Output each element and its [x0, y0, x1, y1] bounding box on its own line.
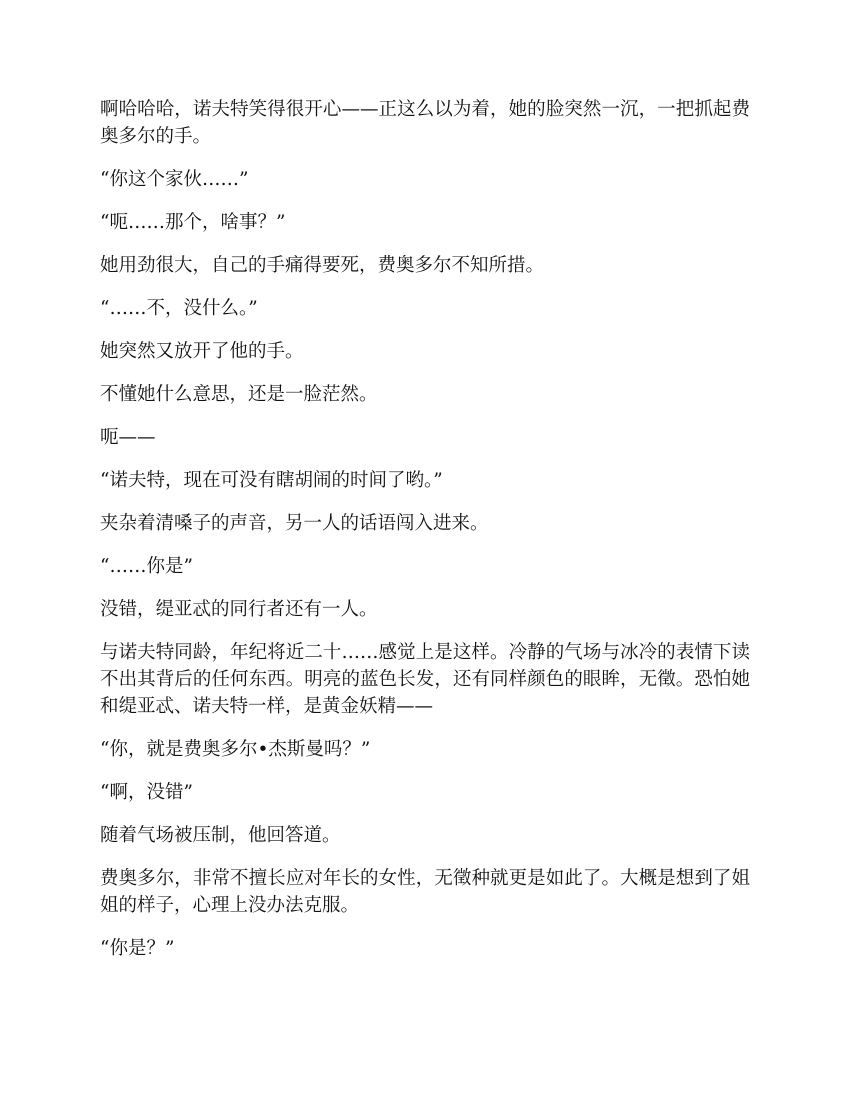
paragraph: “啊，没错” — [100, 782, 193, 803]
paragraph: 与诺夫特同龄，年纪将近二十……感觉上是这样。冷静的气场与冰冷的表情下读不出其背后的任何东西。明亮的蓝色长发，还有同样颜色的眼眸，无徵。恐怕她和缇亚忒、诺夫特一样，是黄金妖精—— — [100, 642, 750, 717]
paragraph: 夹杂着清嗓子的声音，另一人的话语闯入进来。 — [100, 513, 489, 534]
paragraph: 她突然又放开了他的手。 — [100, 341, 304, 362]
document-page — [100, 96, 750, 978]
paragraph: 随着气场被压制，他回答道。 — [100, 825, 341, 846]
paragraph: “你这个家伙……” — [100, 169, 249, 190]
paragraph: “你是？” — [100, 938, 175, 959]
paragraph: 没错，缇亚忒的同行者还有一人。 — [100, 599, 378, 620]
paragraph: “呃……那个，啥事？” — [100, 212, 286, 233]
paragraph: 不懂她什么意思，还是一脸茫然。 — [100, 384, 378, 405]
paragraph: 她用劲很大，自己的手痛得要死，费奥多尔不知所措。 — [100, 255, 545, 276]
paragraph: 呃—— — [100, 427, 156, 448]
paragraph: “诺夫特，现在可没有瞎胡闹的时间了哟。” — [100, 470, 443, 491]
paragraph: “你，就是费奥多尔•杰斯曼吗？” — [100, 739, 371, 760]
paragraph: 费奥多尔，非常不擅长应对年长的女性，无徵种就更是如此了。大概是想到了姐姐的样子，心理上没办法克服。 — [100, 868, 750, 916]
paragraph: “……不，没什么。” — [100, 298, 258, 319]
paragraph: “……你是” — [100, 556, 193, 577]
paragraph: 啊哈哈哈，诺夫特笑得很开心——正这么以为着，她的脸突然一沉，一把抓起费奥多尔的手。 — [100, 99, 750, 147]
